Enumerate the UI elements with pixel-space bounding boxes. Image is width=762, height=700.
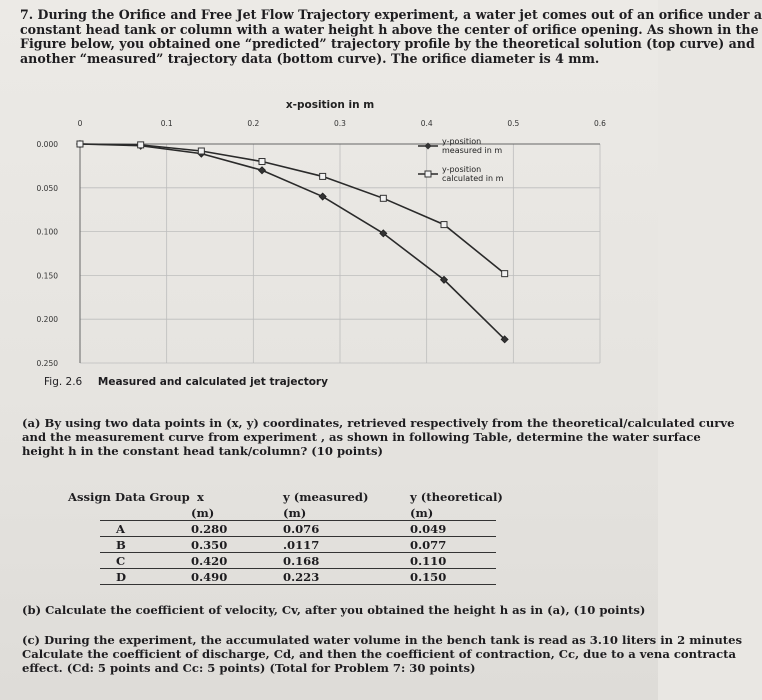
- part-c-question: [22, 633, 743, 676]
- data-point-calculated: [320, 173, 326, 179]
- header-x-unit: (m): [191, 506, 215, 520]
- y-tick-label: 0.200: [36, 315, 58, 325]
- row-a-y-theoretical: 0.049: [410, 522, 447, 536]
- data-point-calculated: [259, 159, 265, 165]
- data-point-calculated: [380, 195, 386, 201]
- part-a-line: and the measurement curve from experiment , as shown in following Table, determine the water surface: [22, 430, 701, 445]
- row-c-x: 0.420: [191, 554, 228, 568]
- x-tick-label: 0.5: [507, 119, 520, 128]
- y-tick-label: 0.050: [36, 183, 58, 193]
- x-tick-label: 0: [77, 119, 83, 128]
- row-c-group: C: [116, 554, 126, 568]
- data-point-measured: [259, 167, 266, 174]
- figure-number: Fig. 2.6: [44, 376, 83, 388]
- data-point-calculated: [138, 142, 144, 148]
- chart-title: x-position in m: [285, 99, 375, 111]
- table-rule: [100, 568, 496, 569]
- legend-label: y-position: [442, 137, 482, 146]
- problem-intro: [20, 7, 762, 66]
- part-c-line: effect. (Cd: 5 points and Cc: 5 points) (Total for Problem 7: 30 points): [22, 661, 476, 676]
- row-b-x: 0.350: [191, 538, 228, 552]
- row-d-y-theoretical: 0.150: [410, 570, 447, 584]
- header-x: x: [197, 490, 204, 504]
- row-b-y-measured: .0117: [283, 538, 320, 552]
- legend-label: measured in m: [442, 146, 503, 155]
- data-point-calculated: [77, 141, 83, 147]
- data-point-calculated: [502, 271, 508, 277]
- intro-line: Figure below, you obtained one “predicted” trajectory profile by the theoretical solution (top curve) and: [20, 36, 755, 52]
- intro-line: another “measured” trajectory data (bottom curve). The orifice diameter is 4 mm.: [20, 50, 600, 66]
- header-group: Assign Data Group: [68, 490, 190, 504]
- header-y-measured: y (measured): [283, 490, 369, 504]
- header-y-theoretical: y (theoretical): [410, 490, 503, 504]
- table-rule: [100, 552, 496, 553]
- series-line: [80, 144, 505, 274]
- row-c-y-theoretical: 0.110: [410, 554, 447, 568]
- part-a-question: [22, 416, 735, 459]
- table-rule: [100, 520, 496, 521]
- header-y-theoretical-unit: (m): [410, 506, 434, 520]
- series-line: [80, 144, 505, 339]
- intro-line: 7. During the Orifice and Free Jet Flow Trajectory experiment, a water jet comes out of an orifice under a: [20, 7, 762, 22]
- row-b-y-theoretical: 0.077: [410, 538, 447, 552]
- figure-caption-text: Measured and calculated jet trajectory: [97, 376, 328, 388]
- row-d-y-measured: 0.223: [283, 570, 320, 584]
- part-a-line: height h in the constant head tank/column? (10 points): [22, 444, 383, 459]
- table-rule: [100, 536, 496, 537]
- legend-label: y-position: [442, 165, 482, 174]
- part-b-question: (b) Calculate the coefficient of velocity, Cv, after you obtained the height h as in (a), (10 points): [22, 603, 646, 617]
- x-tick-label: 0.2: [247, 119, 260, 128]
- x-tick-label: 0.1: [160, 119, 173, 128]
- y-tick-label: 0.100: [36, 227, 58, 237]
- row-b-group: B: [116, 538, 126, 552]
- table-rule: [100, 584, 496, 585]
- x-tick-label: 0.6: [594, 119, 606, 128]
- row-d-x: 0.490: [191, 570, 228, 584]
- data-point-measured: [319, 193, 326, 200]
- y-tick-label: 0.000: [36, 140, 58, 149]
- x-tick-label: 0.3: [334, 119, 346, 128]
- legend-label: calculated in m: [442, 174, 504, 183]
- row-a-group: A: [116, 522, 125, 536]
- intro-line: constant head tank or column with a water height h above the center of orifice opening. As shown in the: [20, 21, 759, 37]
- trajectory-chart: [10, 98, 650, 374]
- x-tick-label: 0.4: [420, 119, 433, 128]
- y-tick-label: 0.150: [36, 271, 58, 281]
- data-point-calculated: [441, 222, 447, 228]
- part-a-line: (a) By using two data points in (x, y) coordinates, retrieved respectively from the theoretical/calculated curve: [22, 416, 735, 430]
- row-a-y-measured: 0.076: [283, 522, 320, 536]
- header-y-measured-unit: (m): [283, 506, 307, 520]
- y-tick-label: 0.250: [36, 359, 58, 368]
- data-point-calculated: [198, 148, 204, 154]
- legend-marker: [425, 171, 431, 177]
- part-c-line: Calculate the coefficient of discharge, Cd, and then the coefficient of contraction, Cc, due to a vena contracta: [22, 647, 736, 662]
- row-d-group: D: [116, 570, 127, 584]
- figure-caption: [44, 376, 328, 388]
- part-c-line: (c) During the experiment, the accumulated water volume in the bench tank is read as 3.10 liters in 2 minutes: [22, 633, 743, 647]
- row-c-y-measured: 0.168: [283, 554, 320, 568]
- row-a-x: 0.280: [191, 522, 228, 536]
